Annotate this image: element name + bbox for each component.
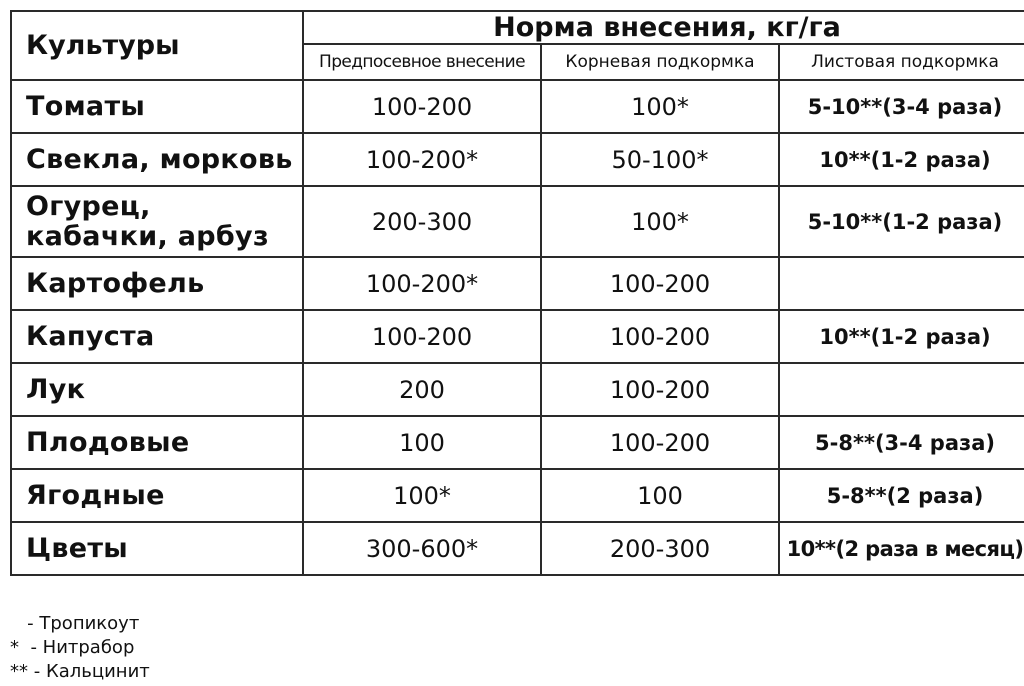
crop-name: Томаты — [11, 80, 303, 133]
foliar-value: 5-8**(2 раза) — [779, 469, 1024, 522]
footnote-legend — [10, 612, 150, 684]
foliar-value — [779, 363, 1024, 416]
legend-item-calcinit: ** - Кальцинит — [10, 661, 150, 682]
foliar-value: 10**(1-2 раза) — [779, 133, 1024, 186]
presowing-value: 100-200 — [303, 310, 541, 363]
fertilizer-norms-table — [10, 10, 1024, 576]
crop-name: Капуста — [11, 310, 303, 363]
table-row — [11, 133, 1024, 186]
foliar-value: 5-10**(3-4 раза) — [779, 80, 1024, 133]
table-row — [11, 522, 1024, 575]
foliar-value: 10**(2 раза в месяц) — [779, 522, 1024, 575]
crops-column-header: Культуры — [11, 11, 303, 80]
table-row — [11, 186, 1024, 257]
table-row — [11, 310, 1024, 363]
presowing-value: 200-300 — [303, 186, 541, 257]
foliar-value — [779, 257, 1024, 310]
foliar-value: 5-8**(3-4 раза) — [779, 416, 1024, 469]
crop-name: Ягодные — [11, 469, 303, 522]
header-row — [11, 11, 1024, 44]
presowing-value: 100 — [303, 416, 541, 469]
presowing-subheader: Предпосевное внесение — [303, 44, 541, 80]
presowing-value: 100-200* — [303, 133, 541, 186]
table-row — [11, 257, 1024, 310]
presowing-value: 100-200* — [303, 257, 541, 310]
root-value: 50-100* — [541, 133, 779, 186]
presowing-value: 300-600* — [303, 522, 541, 575]
crop-name: Картофель — [11, 257, 303, 310]
foliar-feeding-subheader: Листовая подкормка — [779, 44, 1024, 80]
root-value: 100* — [541, 186, 779, 257]
foliar-value: 5-10**(1-2 раза) — [779, 186, 1024, 257]
root-feeding-subheader: Корневая подкормка — [541, 44, 779, 80]
crop-name: Огурец, кабачки, арбуз — [11, 186, 303, 257]
root-value: 100-200 — [541, 416, 779, 469]
root-value: 200-300 — [541, 522, 779, 575]
presowing-value: 200 — [303, 363, 541, 416]
foliar-value: 10**(1-2 раза) — [779, 310, 1024, 363]
table-row — [11, 363, 1024, 416]
root-value: 100 — [541, 469, 779, 522]
presowing-value: 100-200 — [303, 80, 541, 133]
crop-name: Цветы — [11, 522, 303, 575]
presowing-value: 100* — [303, 469, 541, 522]
root-value: 100* — [541, 80, 779, 133]
crop-name: Плодовые — [11, 416, 303, 469]
root-value: 100-200 — [541, 257, 779, 310]
crop-name: Свекла, морковь — [11, 133, 303, 186]
legend-item-tropicoat: - Тропикоут — [10, 613, 140, 634]
legend-item-nitrabor: * - Нитрабор — [10, 637, 135, 658]
root-value: 100-200 — [541, 363, 779, 416]
root-value: 100-200 — [541, 310, 779, 363]
table-row — [11, 469, 1024, 522]
application-rate-header: Норма внесения, кг/га — [303, 11, 1024, 44]
table-row — [11, 80, 1024, 133]
crop-name: Лук — [11, 363, 303, 416]
table-row — [11, 416, 1024, 469]
